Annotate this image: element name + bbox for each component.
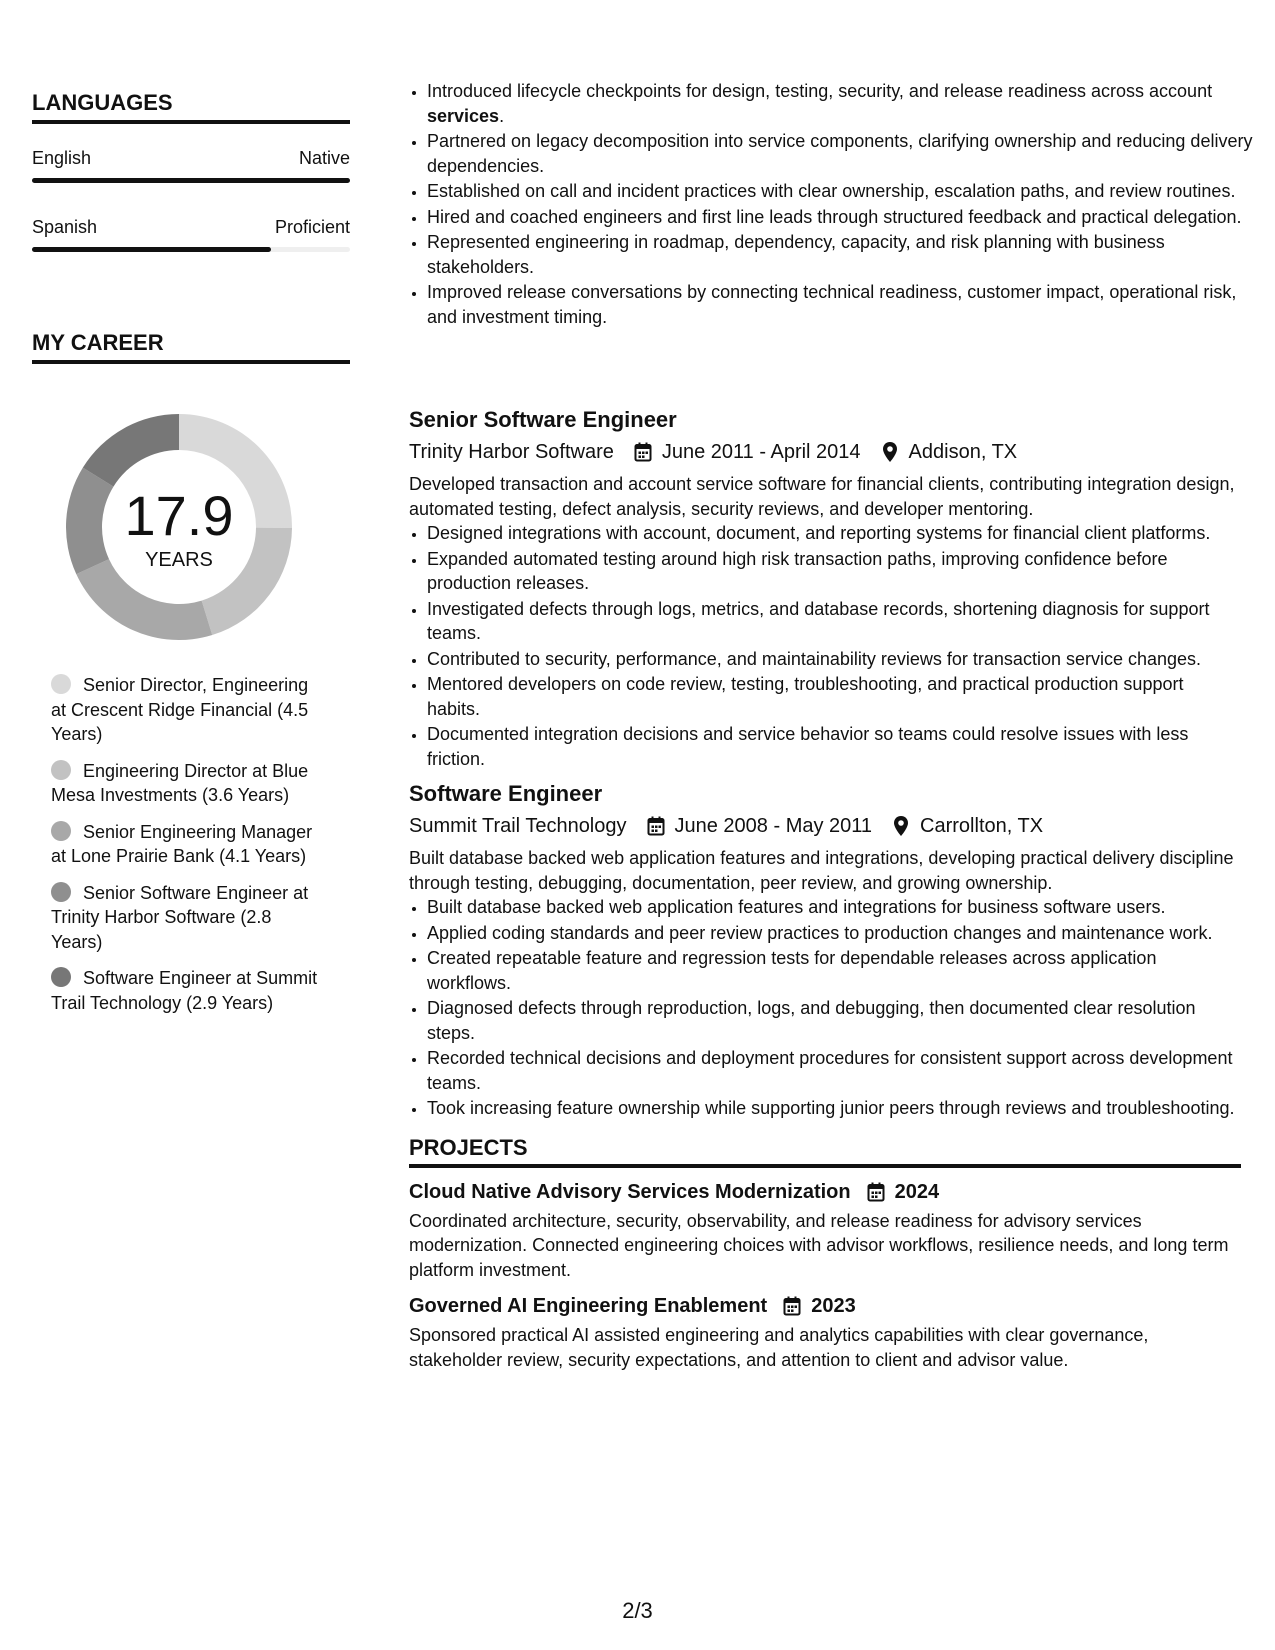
bullet-item	[427, 79, 1259, 128]
language-name: Spanish	[32, 217, 98, 237]
bullet-text: Hired and coached engineers and first line leads through structured feedback and practical delegation.	[427, 206, 1242, 227]
bullet-item: • Expanded automated testing around high risk transaction paths, improving confidence before production releases.	[427, 547, 1241, 596]
previous-role-bullets	[409, 79, 1259, 330]
job-location: Addison, TX	[908, 441, 1018, 463]
bullet-text: Established on call and incident practices with clear ownership, escalation paths, and review routines.	[427, 181, 1236, 201]
project-header	[409, 1178, 1241, 1206]
career-legend	[51, 673, 326, 1027]
project-entry	[409, 1178, 1241, 1283]
career-legend-item	[51, 966, 326, 1015]
bullet-item: • Applied coding standards and peer review practices to production changes and maintenance work.	[427, 921, 1241, 946]
job-bullets	[409, 895, 1241, 1121]
donut-segment	[83, 414, 179, 487]
bullet-item: • Mentored developers on code review, testing, troubleshooting, and practical production support habits.	[427, 672, 1241, 721]
project-entry	[409, 1292, 1241, 1372]
job-company: Summit Trail Technology	[409, 815, 627, 837]
career-legend-label: Senior Engineering Manager at Lone Prairie Bank (4.1 Years)	[51, 821, 313, 866]
project-description: Coordinated architecture, security, observability, and release readiness for advisory services modernization. Connected engineering choices with advisor workflows, resilience needs, and long term platform investment.	[409, 1210, 1229, 1280]
bullet-item: • Designed integrations with account, document, and reporting systems for financial client platforms.	[427, 521, 1241, 546]
bullet-item	[427, 230, 1259, 279]
legend-dot	[51, 674, 71, 694]
bullet-text: Introduced lifecycle checkpoints for design, testing, security, and release readiness across account	[427, 81, 1213, 101]
bullet-item: • Created repeatable feature and regression tests for dependable releases across application workflows.	[427, 946, 1241, 995]
career-legend-item	[51, 820, 326, 869]
language-level: Native	[298, 148, 350, 168]
job-dates: June 2011 - April 2014	[661, 441, 861, 463]
language-proficiency-fill	[32, 178, 350, 183]
bullet-item: • Took increasing feature ownership while supporting junior peers through reviews and troubleshooting.	[427, 1096, 1241, 1121]
bullet-item	[427, 280, 1259, 329]
bullet-item	[427, 129, 1259, 178]
page-number: 2/3	[622, 1598, 653, 1623]
job-description: Built database backed web application features and integrations, developing practical delivery discipline through testing, debugging, documentation, peer review, and growing ownership.	[409, 848, 1234, 893]
bullet-item: • Recorded technical decisions and deployment procedures for consistent support across development teams.	[427, 1046, 1241, 1095]
job-dates: June 2008 - May 2011	[674, 815, 873, 837]
experience-list	[409, 397, 1241, 1372]
legend-dot	[51, 821, 71, 841]
language-level: Proficient	[274, 217, 350, 237]
bullet-text: Partnered on legacy decomposition into service components, clarifying ownership and reducing delivery dependencies.	[427, 131, 1253, 176]
map-pin-icon	[890, 815, 912, 837]
career-legend-label: Engineering Director at Blue Mesa Investments (3.6 Years)	[51, 760, 309, 805]
project-description: Sponsored practical AI assisted engineering and analytics capabilities with clear governance, stakeholder review, security expectations, and attention to client and advisor value.	[409, 1325, 1149, 1370]
calendar-icon	[781, 1295, 803, 1317]
career-legend-label: Senior Software Engineer at Trinity Harbor Software (2.8 Years)	[51, 882, 309, 952]
legend-dot	[51, 760, 71, 780]
language-name: English	[32, 148, 92, 168]
legend-dot	[51, 882, 71, 902]
projects-heading: PROJECTS	[409, 1133, 1241, 1168]
job-company: Trinity Harbor Software	[409, 441, 614, 463]
calendar-icon	[865, 1181, 887, 1203]
bullet-text-suffix: .	[499, 105, 505, 126]
project-year: 2024	[894, 1180, 940, 1203]
job-meta	[409, 438, 1241, 466]
career-heading: MY CAREER	[32, 328, 350, 364]
career-total-years: 17.9	[124, 484, 234, 547]
bullet-text: Represented engineering in roadmap, dependency, capacity, and risk planning with business stakeholders.	[427, 232, 1165, 277]
job-title: Senior Software Engineer	[409, 407, 677, 432]
bullet-item	[427, 205, 1259, 230]
career-legend-item	[51, 881, 326, 955]
bullet-item	[427, 179, 1259, 204]
bullet-item: • Built database backed web application features and integrations for business software users.	[427, 895, 1241, 920]
job-description: Developed transaction and account service software for financial clients, contributing integration design, automated testing, defect analysis, security reviews, and developer mentoring.	[409, 474, 1235, 519]
career-legend-item	[51, 759, 326, 808]
career-legend-item	[51, 673, 326, 747]
job-bullets	[409, 521, 1241, 771]
career-donut-chart	[66, 414, 292, 640]
bullet-item: • Investigated defects through logs, metrics, and database records, shortening diagnosis for support teams.	[427, 597, 1241, 646]
map-pin-icon	[879, 441, 901, 463]
calendar-icon	[632, 441, 654, 463]
project-header	[409, 1292, 1241, 1320]
legend-dot	[51, 967, 71, 987]
calendar-icon	[645, 815, 667, 837]
project-title: Governed AI Engineering Enablement	[409, 1295, 768, 1317]
language-proficiency-bar	[32, 247, 350, 252]
job-title: Software Engineer	[409, 781, 603, 806]
language-proficiency-fill	[32, 247, 271, 252]
language-proficiency-bar	[32, 178, 350, 183]
bullet-text: Improved release conversations by connecting technical readiness, customer impact, operational risk, and investment timing.	[427, 282, 1237, 327]
job-location: Carrollton, TX	[920, 815, 1044, 837]
job-entry	[409, 780, 1241, 1121]
career-total-unit: YEARS	[145, 549, 213, 571]
career-legend-label: Software Engineer at Summit Trail Technology (2.9 Years)	[51, 968, 318, 1013]
bullet-item: • Diagnosed defects through reproduction, logs, and debugging, then documented clear resolution steps.	[427, 996, 1241, 1045]
career-legend-label: Senior Director, Engineering at Crescent Ridge Financial (4.5 Years)	[51, 675, 309, 744]
bullet-item: • Documented integration decisions and service behavior so teams could resolve issues with less friction.	[427, 722, 1241, 771]
project-year: 2023	[811, 1295, 856, 1317]
languages-heading: LANGUAGES	[32, 88, 350, 124]
project-title: Cloud Native Advisory Services Modernization	[409, 1180, 851, 1203]
bullet-item: • Contributed to security, performance, and maintainability reviews for transaction service changes.	[427, 647, 1241, 672]
job-meta	[409, 812, 1241, 840]
bullet-bold-text: services	[427, 105, 500, 126]
job-entry	[409, 406, 1241, 771]
